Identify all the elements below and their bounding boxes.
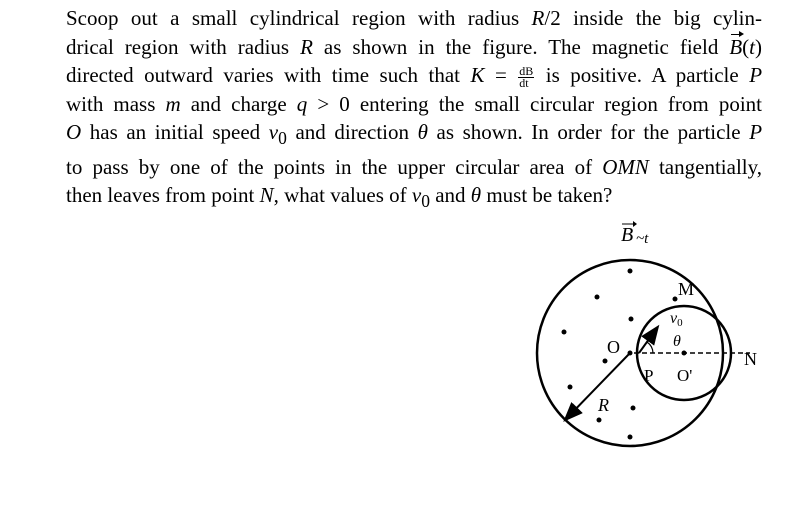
math-symbol: R: [531, 6, 545, 30]
text-run: and: [429, 183, 471, 208]
fraction: [518, 63, 534, 90]
label-v0: [670, 310, 683, 329]
label-n: N: [744, 349, 757, 369]
math-subscript: 0: [421, 191, 430, 212]
text-run: /2 inside the big cylin-: [544, 6, 762, 30]
math-symbol: N: [259, 183, 274, 208]
text-run: must be taken?: [481, 183, 613, 208]
problem-statement: [66, 4, 762, 216]
math-symbol: OMN: [602, 154, 649, 179]
field-label-suffix: ~t: [636, 231, 649, 247]
text-run: has an initial speed: [81, 120, 269, 144]
field-dot: [628, 435, 633, 440]
label-r: R: [598, 395, 609, 415]
field-vector-arrow-head: [633, 221, 637, 227]
text-line: [66, 153, 762, 182]
text-run: with mass: [66, 91, 166, 116]
math-symbol: O: [66, 120, 82, 144]
text-line: [66, 4, 762, 33]
math-symbol: v: [411, 183, 422, 208]
text-line: [66, 61, 762, 90]
field-dot: [628, 269, 633, 274]
math-symbol: q: [296, 91, 308, 116]
field-label: [621, 221, 649, 247]
field-dot: [631, 406, 636, 411]
field-dot: [595, 295, 600, 300]
text-line: [66, 118, 762, 153]
math-subscript: 0: [278, 128, 287, 149]
text-run: as shown in the figure. The magnetic field: [312, 34, 730, 59]
text-line: [66, 90, 762, 119]
magnetic-field-figure: [520, 215, 780, 460]
text-run: and charge: [180, 91, 297, 116]
text-run: as shown. In order for the particle: [427, 120, 750, 144]
field-dot: [603, 359, 608, 364]
text-run: and direction: [286, 120, 418, 144]
theta-arc: [647, 342, 653, 353]
field-dot: [597, 418, 602, 423]
text-run: then leaves from point: [66, 183, 260, 208]
math-symbol: θ: [417, 120, 428, 144]
math-symbol: m: [165, 91, 181, 116]
text-run: directed outward varies with time such that: [66, 63, 471, 87]
field-label-b: B: [621, 224, 634, 246]
field-dot: [568, 385, 573, 390]
math-symbol: R: [300, 34, 313, 59]
text-run: , what values of: [273, 183, 412, 208]
field-dot: [629, 317, 634, 322]
fraction-denominator: dt: [519, 75, 529, 90]
text-run: ): [755, 34, 762, 59]
text-run: (: [742, 34, 750, 59]
math-symbol: K: [470, 63, 485, 87]
label-theta: θ: [673, 333, 681, 350]
text-line: [66, 33, 762, 62]
text-run: Scoop out a small cylindrical region with radius: [66, 6, 532, 30]
point-m: [673, 297, 678, 302]
label-m: M: [678, 279, 695, 299]
field-dot: [562, 330, 567, 335]
text-run: tangentially,: [648, 154, 762, 179]
vector-symbol: B: [729, 33, 742, 62]
math-symbol: P: [749, 120, 763, 144]
label-v0-letter: v: [670, 310, 678, 327]
label-o: O: [607, 337, 620, 357]
fraction-numerator: dB: [519, 63, 534, 78]
math-symbol: t: [749, 34, 755, 59]
text-run: > 0 entering the small circular region from point: [307, 91, 762, 116]
text-run: =: [484, 63, 518, 87]
math-symbol: P: [749, 63, 763, 87]
text-run: drical region with radius: [66, 34, 301, 59]
label-v0-sub: 0: [677, 317, 683, 329]
figure-svg: [520, 215, 780, 460]
label-p: P: [644, 366, 654, 385]
math-symbol: v: [268, 120, 279, 144]
label-o-prime: O': [677, 366, 693, 385]
text-run: to pass by one of the points in the upper circular area of: [66, 154, 603, 179]
text-line: [66, 181, 762, 216]
math-symbol: θ: [470, 183, 482, 208]
text-run: is positive. A particle: [535, 63, 750, 87]
